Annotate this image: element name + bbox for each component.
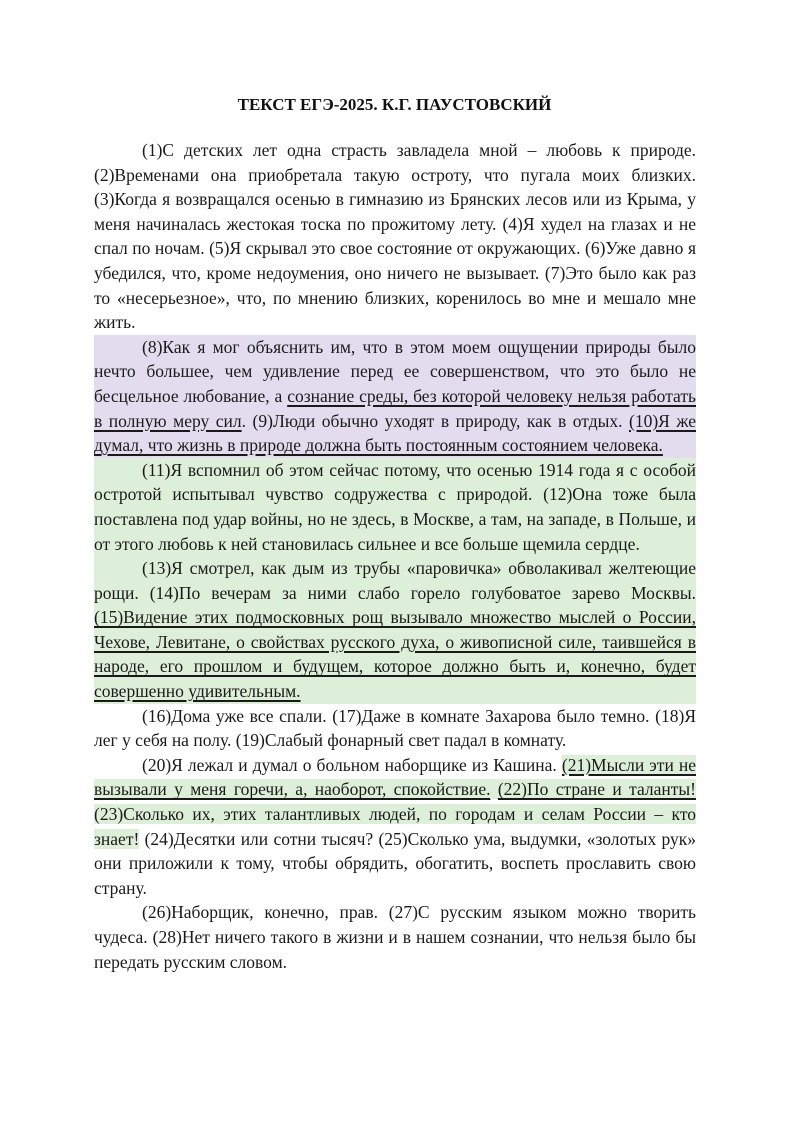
text-segment: (24)Десятки или сотни тысяч? (25)Сколько ума, выдумки, «золотых рук» они приложили к тому, чтобы обрядить, обогатить, воспеть прославить свою страну. <box>94 828 696 898</box>
page-title: ТЕКСТ ЕГЭ-2025. К.Г. ПАУСТОВСКИЙ <box>237 95 552 114</box>
underlined-segment: сознание среды, без которой человеку нельзя работать в полную меру сил <box>94 385 696 431</box>
paragraph-1 <box>94 138 696 335</box>
text-segment: (11)Я вспомнил об этом сейчас потому, что осенью 1914 года я с особой остротой испытывал чувство содружества с природой. (12)Она тоже была поставлена под удар войны, но не здесь, в Москве, а там, на западе, в Польше, и от этого любовь к ней становилась сильнее и все больше щемила сердце. <box>94 459 696 554</box>
underlined-highlighted-segment: (22)По стране и таланты! <box>497 779 696 800</box>
highlighted-segment: (23)Сколько их, этих талантливых людей, по городам и селам России – кто знает! <box>94 804 696 849</box>
paragraph-5 <box>94 704 696 753</box>
text-segment: (20)Я лежал и думал о больном наборщике из Кашина. <box>142 754 562 775</box>
paragraph-3-highlighted <box>94 458 696 556</box>
text-segment: (8)Как я мог объяснить им, что в этом моем ощущении природы было нечто большее, чем удивление перед ее совершенством, что это было не бесцельное любование, а <box>94 336 696 406</box>
text-segment: . (9)Люди обычно уходят в природу, как в отдых. <box>241 410 630 431</box>
paragraph-2-highlighted <box>94 335 696 458</box>
highlighted-segment <box>490 779 497 799</box>
text-segment: (26)Наборщик, конечно, прав. (27)С русским языком можно творить чудеса. (28)Нет ничего такого в жизни и в нашем сознании, что нельзя было бы передать русским словом. <box>94 902 696 972</box>
text-segment: (16)Дома уже все спали. (17)Даже в комнате Захарова было темно. (18)Я лег у себя на полу. (19)Слабый фонарный свет падал в комнату. <box>94 705 696 751</box>
underlined-segment: (10)Я же думал, что жизнь в природе должна быть постоянным состоянием человека. <box>94 410 696 456</box>
paragraph-6 <box>94 753 696 901</box>
paragraph-7 <box>94 900 696 974</box>
document-body <box>94 138 696 974</box>
underlined-highlighted-segment: (21)Мысли эти не вызывали у меня горечи, а, наоборот, спокойствие. <box>94 754 697 800</box>
paragraph-4-highlighted <box>94 556 696 704</box>
underlined-segment: (15)Видение этих подмосковных рощ вызывало множество мыслей о России, Чехове, Левитане, о свойствах русского духа, о живописной силе, таившейся в народе, его прошлом и будущем, которое должно быть и, конечно, будет совершенно удивительным. <box>94 607 696 702</box>
text-segment: (13)Я смотрел, как дым из трубы «паровичка» обволакивал желтеющие рощи. (14)По вечерам за ними слабо горело голубоватое зарево Москвы. <box>94 558 696 603</box>
text-segment: (1)С детских лет одна страсть завладела мной – любовь к природе. (2)Временами она приобретала такую остроту, что пугала моих близких. (3)Когда я возвращался осенью в гимназию из Брянских лесов или из Крыма, у меня начиналась жестокая тоска по прожитому лету. (4)Я худел на глазах и не спал по ночам. (5)Я скрывал это свое состояние от окружающих. (6)Уже давно я убедился, что, кроме недоумения, оно ничего не вызывает. (7)Это было как раз то «несерьезное», что, по мнению близких, коренилось во мне и мешало мне жить. <box>94 140 696 333</box>
